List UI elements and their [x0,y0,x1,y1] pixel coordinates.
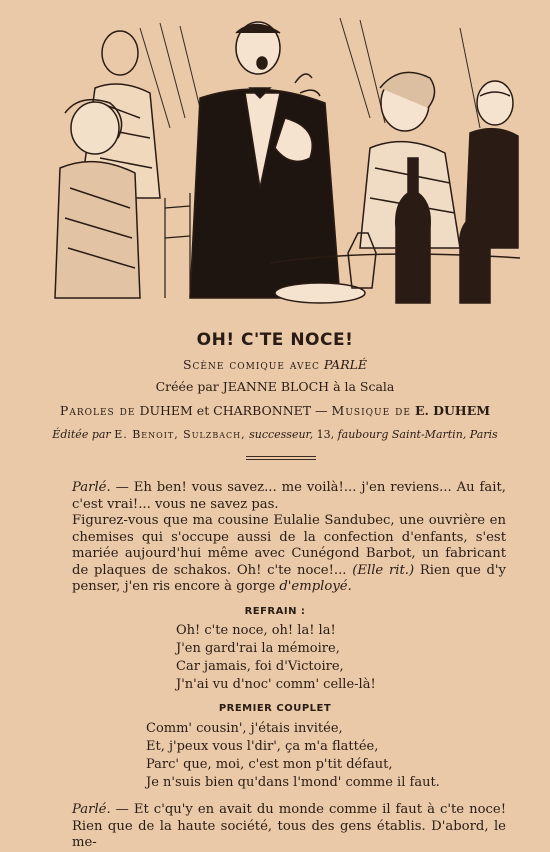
publisher-number: 13, [316,428,335,441]
creator-suffix: à la Scala [333,379,395,394]
refrain-line-2: J'en gard'rai la mémoire, [176,641,340,656]
publisher-edited: Éditée par [52,428,111,441]
refrain-line-3: Car jamais, foi d'Victoire, [176,659,344,674]
paragraph-3-text: — Et c'qu'y en avait du monde comme il faut à c'te noce! Rien que de la haute société, tous des gens établis. D'abord, le me- [72,802,506,851]
refrain-line-1: Oh! c'te noce, oh! la! la! [176,623,336,638]
paragraph-1 [72,480,506,513]
credits-musique: Musique de [331,403,411,418]
paragraph-2-italic-2: d'employé. [279,579,352,595]
paragraph-2 [72,513,506,596]
creator-line [0,379,550,394]
paragraph-2-text-2: Rien que d'y penser, j'en ris encore à gorge [72,562,507,595]
song-title: OH! C'TE NOCE! [196,330,354,350]
publisher-address: faubourg Saint-Martin, [337,428,467,441]
credits-authors: DUHEM et CHARBONNET [139,403,312,418]
couplet-label: PREMIER COUPLET [218,703,332,714]
publisher-successor: successeur, [249,428,314,441]
couplet-verses [146,720,440,792]
subtitle-parle: PARLÉ [323,357,368,372]
refrain-line-4: J'n'ai vu d'noc' comm' celle-là! [176,677,376,692]
creator-prefix: Créée par [155,379,219,394]
credits-dash: — [311,403,332,418]
credits-composer: E. DUHEM [414,403,491,418]
paragraph-1-label: Parlé. [72,480,111,495]
paragraph-1-text: — Eh ben! vous savez... me voilà!... j'en reviens... Au fait, c'est vrai!... vous ne savez pas. [72,480,506,512]
couplet-line-1: Comm' cousin', j'étais invitée, [146,721,343,736]
refrain-label: REFRAIN : [244,606,306,617]
creator-name: JEANNE BLOCH [222,379,330,394]
paragraph-2-text-1: Figurez-vous que ma cousine Eulalie Sandubec, une ouvrière en chemises qui s'occupe aussi de la confection d'enfants, s'est mariée aujourd'hui même avec Cunégond Barbot, un fabricant de plaques de schakos. Oh! c'te noce!... [72,513,506,578]
wedding-illustration [40,8,520,308]
paragraph-3-label: Parlé. [72,802,111,817]
subtitle [0,357,550,372]
couplet-line-2: Et, j'peux vous l'dir', ça m'a flattée, [146,739,379,754]
couplet-line-4: Je n'suis bien qu'dans l'mond' comme il faut. [146,775,440,790]
credits-line [0,403,550,418]
publisher-city: Paris [469,428,498,441]
publisher-line [0,428,550,441]
publisher-name: E. Benoit, Sulzbach, [114,428,246,441]
credits-paroles: Paroles de [59,403,136,418]
divider-rule-second [246,459,316,460]
refrain-verses [176,622,376,694]
paragraph-3 [72,802,506,852]
divider-rule [246,456,316,457]
couplet-line-3: Parc' que, moi, c'est mon p'tit défaut, [146,757,393,772]
paragraph-2-italic-1: (Elle rit.) [352,562,415,578]
subtitle-scene: Scène comique avec [182,357,320,372]
